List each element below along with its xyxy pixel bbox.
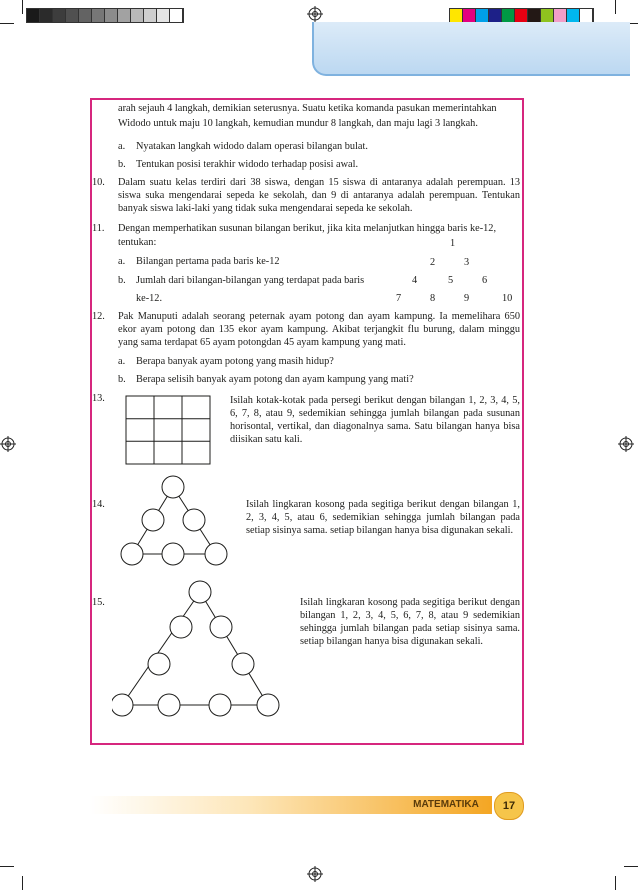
q11-number: 11. [92, 223, 105, 234]
q12-b-label: b. [118, 374, 126, 385]
crop-mark [0, 866, 14, 867]
color-swatch [528, 9, 541, 22]
q11-b-label: b. [118, 275, 126, 286]
q14-number: 14. [92, 499, 105, 510]
triangle-six-circles [118, 470, 238, 570]
q12-a-text: Berapa banyak ayam potong yang masih hidup? [136, 356, 334, 367]
crop-mark [0, 23, 14, 24]
registration-mark-left-icon [0, 436, 16, 452]
q10-text: Dalam suatu kelas terdiri dari 38 siswa, dengan 15 siswa di antaranya adalah perempuan. 13 siswa suka mengendarai sepeda ke sekolah, dan 9 di antaranya adalah perempuan. Tentukan banyak siswa laki-laki yang tidak suka mengendarai sepeda ke sekolah. [118, 177, 520, 214]
crop-mark [22, 0, 23, 14]
crop-mark [22, 876, 23, 890]
color-swatch [541, 9, 554, 22]
crop-mark [615, 0, 616, 14]
triangle-number: 1 [450, 238, 456, 249]
q11-line-2: tentukan: [118, 237, 157, 248]
q11-b-text-2: ke-12. [136, 293, 163, 304]
intro-b-label: b. [118, 159, 126, 170]
color-swatch [567, 9, 580, 22]
registration-mark-bottom-icon [307, 866, 323, 882]
header-band [312, 22, 630, 76]
triangle-number: 6 [482, 275, 488, 286]
q10-number: 10. [92, 177, 105, 188]
intro-b-text: Tentukan posisi terakhir widodo terhadap posisi awal. [136, 159, 359, 170]
crop-mark [615, 876, 616, 890]
q13-text: Isilah kotak-kotak pada persegi berikut dengan bilangan 1, 2, 3, 4, 5, 6, 7, 8, atau 9, sedemikian sehingga jumlah bilangan pada susunan horisontal, vertikal, dan diagonalnya sama. Satu bilangan hanya bisa diisikan satu kali. [230, 395, 520, 445]
intro-a-text: Nyatakan langkah widodo dalam operasi bilangan bulat. [136, 141, 368, 152]
q12-number: 12. [92, 311, 105, 322]
triangle-number: 8 [430, 293, 436, 304]
intro-a-label: a. [118, 141, 126, 152]
color-swatch [515, 9, 528, 22]
color-swatch [502, 9, 515, 22]
page-number: 17 [494, 792, 524, 820]
color-swatch [463, 9, 476, 22]
triangle-number: 7 [396, 293, 402, 304]
color-swatch [489, 9, 502, 22]
triangle-number: 3 [464, 257, 470, 268]
triangle-number: 2 [430, 257, 436, 268]
q11-line-1: Dengan memperhatikan susunan bilangan berikut, jika kita melanjutkan hingga baris ke-12, [118, 223, 497, 234]
triangle-number: 10 [502, 293, 513, 304]
q12-a-label: a. [118, 356, 126, 367]
q11-b-text-1: Jumlah dari bilangan-bilangan yang terdapat pada baris [136, 275, 365, 286]
triangle-number: 4 [412, 275, 418, 286]
q13-number: 13. [92, 393, 105, 404]
triangle-number: 5 [448, 275, 454, 286]
intro-line-1: arah sejauh 4 langkah, demikian seterusnya. Suatu ketika komanda pasukan memerintahkan [118, 103, 497, 114]
footer-subject-label: MATEMATIKA [413, 799, 479, 810]
grayscale-calibration-bar [26, 8, 184, 23]
crop-mark [624, 866, 638, 867]
triangle-number: 9 [464, 293, 470, 304]
intro-line-2: Widodo untuk maju 10 langkah, kemudian mundur 8 langkah, dan maju lagi 3 langkah. [118, 118, 478, 129]
registration-mark-right-icon [618, 436, 634, 452]
registration-mark-top-icon [307, 6, 323, 22]
q12-text: Pak Manuputi adalah seorang peternak ayam potong dan ayam kampung. Ia memelihara 650 ekor ayam potong dan 135 ekor ayam kampung. Akibat terjangkit flu burung, dalam minggu yang sama terdapat 65 ayam potongdan 45 ayam kampung yang mati. [118, 311, 520, 348]
color-swatch [554, 9, 567, 22]
color-swatch [450, 9, 463, 22]
color-calibration-bar [449, 8, 594, 23]
color-swatch [476, 9, 489, 22]
q15-text: Isilah lingkaran kosong pada segitiga berikut dengan bilangan 1, 2, 3, 4, 5, 6, 7, 8, atau 9 sedemikian sehingga jumlah bilangan pada setiap sisinya sama. setiap bilangan hanya bisa digunakan sekali. [300, 597, 520, 647]
q11-a-label: a. [118, 256, 126, 267]
triangle-nine-circles [112, 576, 288, 722]
color-swatch [580, 9, 593, 22]
q12-b-text: Berapa selisih banyak ayam potong dan ayam kampung yang mati? [136, 374, 414, 385]
q15-number: 15. [92, 597, 105, 608]
q11-a-text: Bilangan pertama pada baris ke-12 [136, 256, 280, 267]
q14-text: Isilah lingkaran kosong pada segitiga berikut dengan bilangan 1, 2, 3, 4, 5, atau 6, sedemikian sehingga jumlah bilangan pada setiap sisinya sama. setiap bilangan hanya bisa digunakan sekali. [246, 499, 520, 536]
magic-square-grid [125, 395, 211, 465]
